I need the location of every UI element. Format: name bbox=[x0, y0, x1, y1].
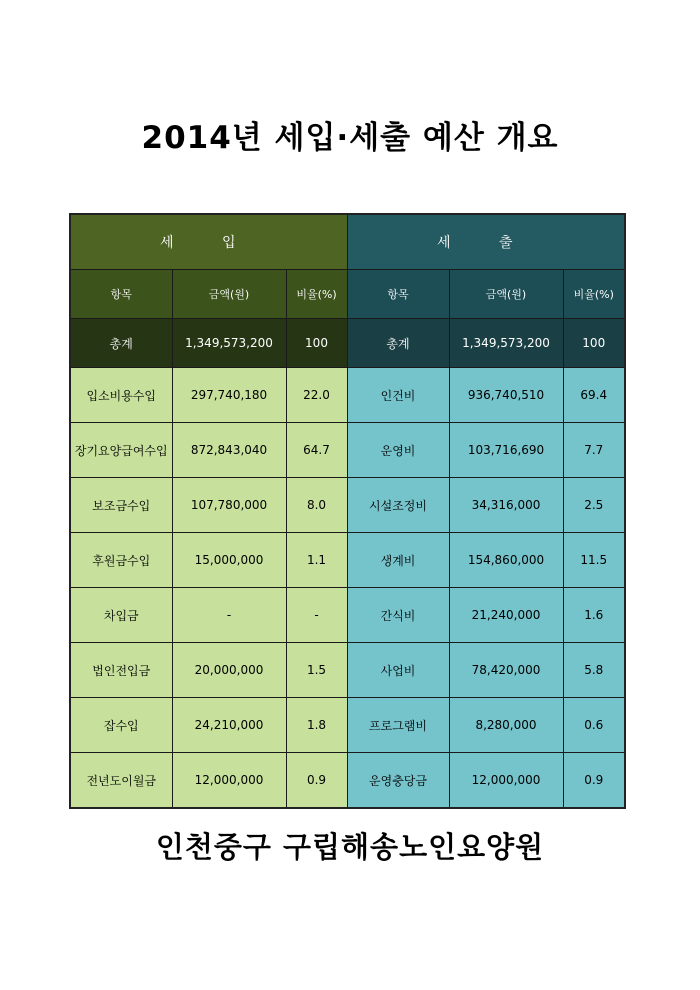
expense-amount: 12,000,000 bbox=[449, 753, 563, 809]
expense-item: 프로그램비 bbox=[347, 698, 449, 753]
expense-item: 운영비 bbox=[347, 423, 449, 478]
income-amount: 297,740,180 bbox=[172, 368, 286, 423]
expense-amount-header: 금액(원) bbox=[449, 270, 563, 319]
income-item: 잡수입 bbox=[70, 698, 172, 753]
income-amount: - bbox=[172, 588, 286, 643]
income-amount: 872,843,040 bbox=[172, 423, 286, 478]
income-ratio: 8.0 bbox=[286, 478, 347, 533]
expense-ratio: 7.7 bbox=[563, 423, 625, 478]
income-item: 차입금 bbox=[70, 588, 172, 643]
expense-item: 운영충당금 bbox=[347, 753, 449, 809]
page-title: 2014년 세입·세출 예산 개요 bbox=[141, 120, 559, 156]
table-row bbox=[70, 753, 625, 809]
income-item: 법인전입금 bbox=[70, 643, 172, 698]
income-amount: 24,210,000 bbox=[172, 698, 286, 753]
income-amount: 15,000,000 bbox=[172, 533, 286, 588]
expense-total-amount: 1,349,573,200 bbox=[449, 319, 563, 368]
expense-ratio: 2.5 bbox=[563, 478, 625, 533]
income-ratio: 1.8 bbox=[286, 698, 347, 753]
expense-item-header: 항목 bbox=[347, 270, 449, 319]
income-total-amount: 1,349,573,200 bbox=[172, 319, 286, 368]
income-item-header: 항목 bbox=[70, 270, 172, 319]
income-item: 장기요양급여수입 bbox=[70, 423, 172, 478]
income-total-ratio: 100 bbox=[286, 319, 347, 368]
section-header-row bbox=[70, 214, 625, 270]
table-row bbox=[70, 588, 625, 643]
expense-amount: 936,740,510 bbox=[449, 368, 563, 423]
total-row bbox=[70, 319, 625, 368]
income-total-label: 총계 bbox=[70, 319, 172, 368]
column-header-row bbox=[70, 270, 625, 319]
income-amount: 20,000,000 bbox=[172, 643, 286, 698]
organization-name: 인천중구 구립해송노인요양원 bbox=[155, 830, 545, 864]
budget-table bbox=[69, 213, 626, 809]
expense-amount: 8,280,000 bbox=[449, 698, 563, 753]
income-ratio: - bbox=[286, 588, 347, 643]
income-ratio: 64.7 bbox=[286, 423, 347, 478]
expense-total-ratio: 100 bbox=[563, 319, 625, 368]
expense-ratio: 0.6 bbox=[563, 698, 625, 753]
income-header: 세 입 bbox=[70, 214, 347, 270]
expense-amount: 34,316,000 bbox=[449, 478, 563, 533]
expense-ratio: 0.9 bbox=[563, 753, 625, 809]
income-amount: 107,780,000 bbox=[172, 478, 286, 533]
expense-item: 생계비 bbox=[347, 533, 449, 588]
expense-ratio: 11.5 bbox=[563, 533, 625, 588]
income-item: 보조금수입 bbox=[70, 478, 172, 533]
income-ratio: 22.0 bbox=[286, 368, 347, 423]
income-ratio: 1.5 bbox=[286, 643, 347, 698]
expense-ratio: 69.4 bbox=[563, 368, 625, 423]
table-row bbox=[70, 533, 625, 588]
income-ratio: 1.1 bbox=[286, 533, 347, 588]
expense-amount: 103,716,690 bbox=[449, 423, 563, 478]
income-item: 입소비용수입 bbox=[70, 368, 172, 423]
expense-item: 사업비 bbox=[347, 643, 449, 698]
expense-header: 세 출 bbox=[347, 214, 625, 270]
expense-item: 시설조정비 bbox=[347, 478, 449, 533]
income-item: 전년도이월금 bbox=[70, 753, 172, 809]
income-amount-header: 금액(원) bbox=[172, 270, 286, 319]
table-row bbox=[70, 698, 625, 753]
table-row bbox=[70, 478, 625, 533]
expense-amount: 78,420,000 bbox=[449, 643, 563, 698]
expense-total-label: 총계 bbox=[347, 319, 449, 368]
expense-item: 인건비 bbox=[347, 368, 449, 423]
table-row bbox=[70, 423, 625, 478]
table-row bbox=[70, 368, 625, 423]
income-ratio: 0.9 bbox=[286, 753, 347, 809]
expense-ratio: 5.8 bbox=[563, 643, 625, 698]
income-amount: 12,000,000 bbox=[172, 753, 286, 809]
expense-amount: 154,860,000 bbox=[449, 533, 563, 588]
expense-amount: 21,240,000 bbox=[449, 588, 563, 643]
expense-ratio-header: 비율(%) bbox=[563, 270, 625, 319]
table-row bbox=[70, 643, 625, 698]
income-ratio-header: 비율(%) bbox=[286, 270, 347, 319]
expense-ratio: 1.6 bbox=[563, 588, 625, 643]
expense-item: 간식비 bbox=[347, 588, 449, 643]
income-item: 후원금수입 bbox=[70, 533, 172, 588]
